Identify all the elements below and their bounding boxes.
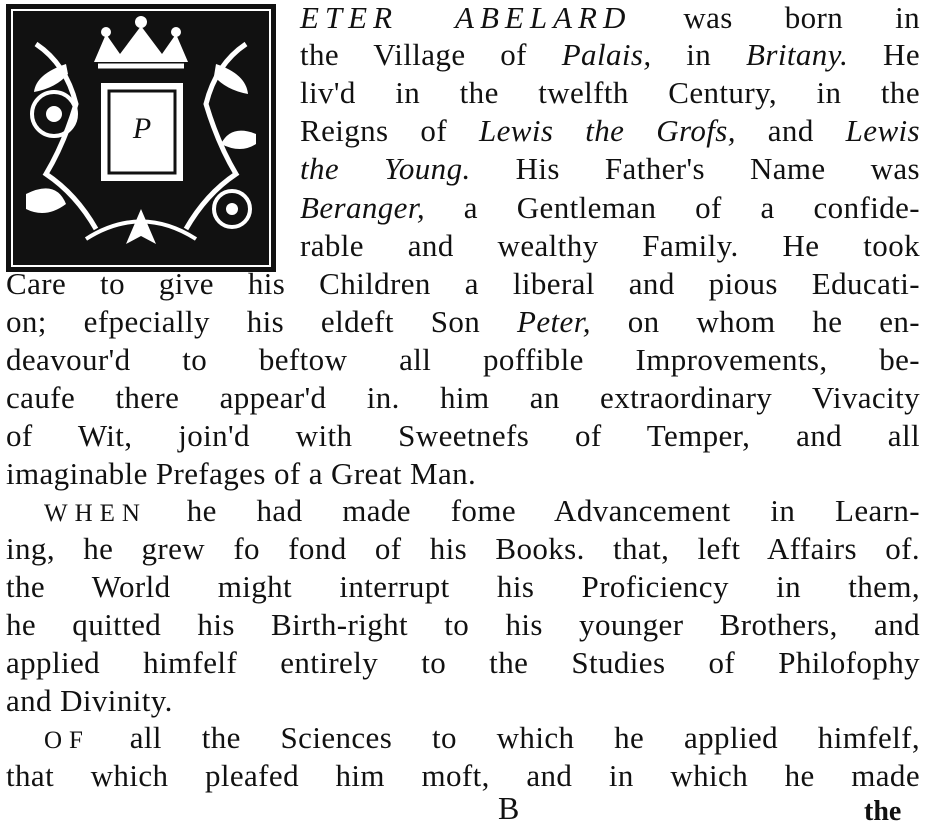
text-line	[6, 342, 920, 378]
text-line-content	[6, 683, 173, 718]
text-line	[44, 720, 920, 759]
text-line-content	[6, 456, 476, 491]
text-segment: he quitted his Birth-right to his younger Brothers, and	[6, 607, 920, 642]
text-line-content	[6, 380, 920, 416]
text-segment: deavour'd to beftow all poffible Improvements, be-	[6, 342, 920, 377]
text-line-content	[44, 493, 920, 532]
text-line-content	[6, 342, 920, 378]
text-line-content	[300, 228, 920, 264]
text-segment: of Wit, join'd with Sweetnefs of Temper, and all	[6, 418, 920, 453]
catchword: the	[864, 796, 902, 827]
text-line	[6, 758, 920, 794]
text-line	[6, 418, 920, 454]
text-segment: Lewis the Grofs,	[478, 113, 736, 148]
text-segment: on; efpecially his eldeft Son	[6, 304, 518, 339]
text-segment: He	[848, 37, 920, 72]
text-line-content	[300, 75, 920, 111]
text-line	[300, 151, 920, 187]
ornamental-initial	[6, 4, 276, 272]
text-line	[6, 683, 173, 719]
text-line-content	[6, 266, 920, 302]
text-segment: caufe there appear'd in. him an extraordinary Vivacity	[6, 380, 920, 415]
text-line	[6, 531, 920, 567]
drop-cap-letter: P	[132, 112, 152, 145]
text-segment: in	[651, 37, 747, 72]
text-segment: Peter,	[517, 304, 591, 339]
text-segment: and Divinity.	[6, 683, 173, 718]
text-line-content	[6, 758, 920, 794]
text-line	[300, 190, 920, 226]
text-line-content	[300, 190, 920, 226]
text-segment: Britany.	[746, 37, 849, 72]
text-segment: ing, he grew fo fond of his Books. that, left Affairs of.	[6, 531, 920, 566]
text-segment: liv'd in the twelfth Century, in the	[300, 75, 920, 110]
text-line-content	[6, 304, 920, 340]
text-line	[6, 380, 920, 416]
text-line-content	[6, 569, 920, 605]
text-segment: Reigns of	[300, 113, 479, 148]
text-segment: applied himfelf entirely to the Studies of Philofophy	[6, 645, 920, 680]
text-line	[300, 75, 920, 111]
text-segment: all the Sciences to which he applied himfelf,	[89, 720, 920, 755]
text-line	[44, 493, 920, 532]
text-segment: on whom he en-	[590, 304, 921, 339]
text-segment: that which pleafed him moft, and in which he made	[6, 758, 920, 793]
text-segment: the World might interrupt his Proficiency in them,	[6, 569, 920, 604]
text-line	[6, 304, 920, 340]
text-line	[300, 0, 920, 36]
text-line-content	[300, 0, 920, 36]
text-line	[6, 456, 476, 492]
text-line	[6, 645, 920, 681]
text-segment: OF	[44, 727, 90, 754]
text-segment: ETER ABELARD	[300, 0, 632, 35]
signature-mark: B	[498, 790, 520, 826]
text-line	[6, 266, 920, 302]
text-line-content	[300, 113, 920, 149]
text-segment: the Village of	[300, 37, 562, 72]
text-segment: he had made fome Advancement in Learn-	[146, 493, 920, 528]
text-segment: was born in	[631, 0, 920, 35]
text-segment: Palais,	[561, 37, 652, 72]
text-segment: Lewis	[845, 113, 921, 148]
text-line-content	[6, 531, 920, 567]
text-segment: His Father's Name was	[470, 151, 920, 186]
text-line	[300, 113, 920, 149]
text-segment: the Young.	[300, 151, 471, 186]
text-segment: and	[735, 113, 846, 148]
text-line-content	[300, 37, 920, 73]
text-segment: Care to give his Children a liberal and pious Educati-	[6, 266, 920, 301]
text-line-content	[6, 418, 920, 454]
text-line	[6, 607, 920, 643]
text-segment: rable and wealthy Family. He took	[300, 228, 920, 263]
text-line-content	[44, 720, 920, 759]
text-line	[300, 37, 920, 73]
text-segment: Beranger,	[300, 190, 425, 225]
text-segment: imaginable Prefages of a Great Man.	[6, 456, 477, 491]
text-segment: WHEN	[44, 500, 147, 527]
text-line-content	[6, 607, 920, 643]
text-line	[300, 228, 920, 264]
text-line	[6, 569, 920, 605]
text-line-content	[300, 151, 920, 187]
text-line-content	[6, 645, 920, 681]
text-segment: a Gentleman of a confide-	[425, 190, 920, 225]
